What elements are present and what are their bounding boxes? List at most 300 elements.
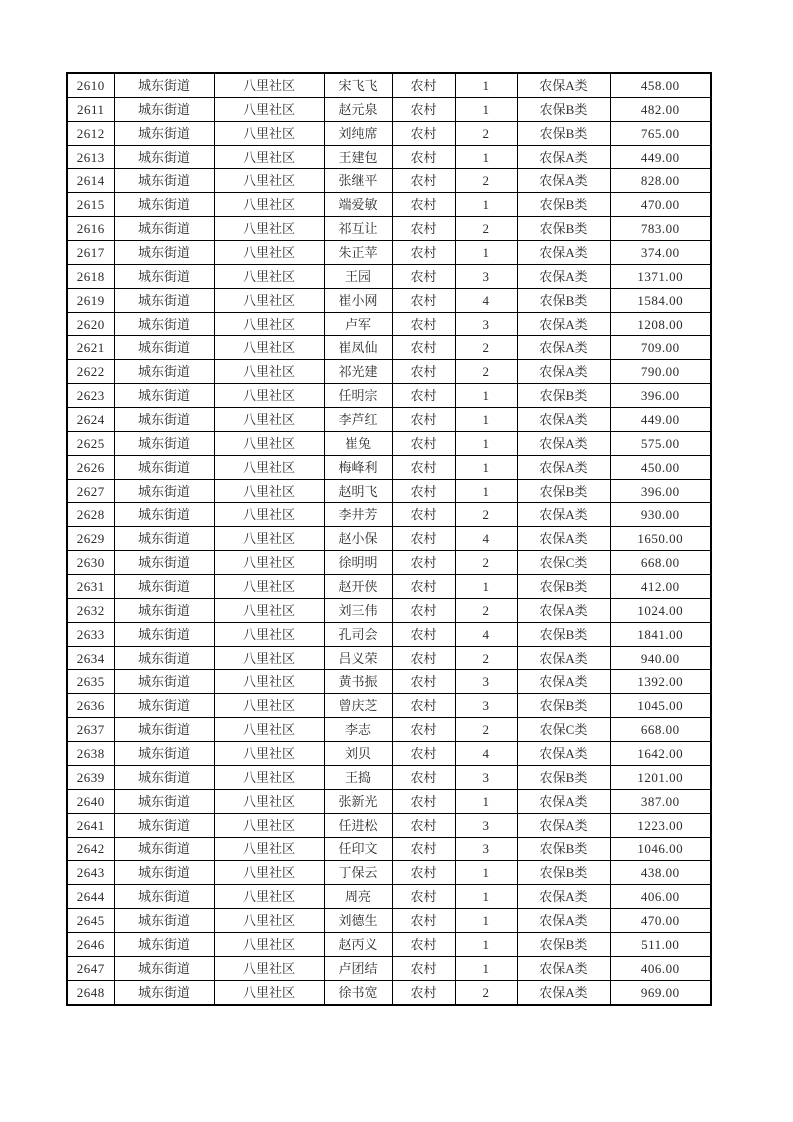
table-row xyxy=(67,718,711,742)
cell-category: 农保A类 xyxy=(517,455,610,479)
cell-name: 赵明飞 xyxy=(324,479,392,503)
cell-community: 八里社区 xyxy=(214,408,324,432)
table-row xyxy=(67,145,711,169)
cell-category: 农保B类 xyxy=(517,121,610,145)
cell-serial: 2621 xyxy=(67,336,114,360)
cell-serial: 2641 xyxy=(67,813,114,837)
cell-count: 2 xyxy=(455,503,517,527)
cell-type: 农村 xyxy=(392,408,455,432)
cell-serial: 2619 xyxy=(67,288,114,312)
cell-category: 农保A类 xyxy=(517,670,610,694)
cell-category: 农保A类 xyxy=(517,646,610,670)
cell-serial: 2613 xyxy=(67,145,114,169)
cell-name: 徐明明 xyxy=(324,551,392,575)
cell-amount: 412.00 xyxy=(610,575,711,599)
cell-street: 城东街道 xyxy=(114,431,214,455)
cell-type: 农村 xyxy=(392,145,455,169)
cell-amount: 1650.00 xyxy=(610,527,711,551)
table-row xyxy=(67,121,711,145)
cell-type: 农村 xyxy=(392,73,455,97)
cell-category: 农保A类 xyxy=(517,73,610,97)
cell-name: 祁互让 xyxy=(324,217,392,241)
benefits-table xyxy=(66,72,712,1006)
cell-serial: 2623 xyxy=(67,384,114,408)
cell-amount: 482.00 xyxy=(610,97,711,121)
table-row xyxy=(67,622,711,646)
cell-count: 3 xyxy=(455,765,517,789)
cell-serial: 2636 xyxy=(67,694,114,718)
cell-amount: 1371.00 xyxy=(610,264,711,288)
cell-count: 3 xyxy=(455,264,517,288)
cell-category: 农保A类 xyxy=(517,527,610,551)
cell-count: 2 xyxy=(455,336,517,360)
cell-amount: 828.00 xyxy=(610,169,711,193)
cell-category: 农保B类 xyxy=(517,288,610,312)
cell-count: 2 xyxy=(455,980,517,1004)
table-row xyxy=(67,408,711,432)
table-row xyxy=(67,169,711,193)
cell-name: 周亮 xyxy=(324,885,392,909)
cell-type: 农村 xyxy=(392,932,455,956)
cell-street: 城东街道 xyxy=(114,598,214,622)
cell-type: 农村 xyxy=(392,909,455,933)
cell-name: 赵元泉 xyxy=(324,97,392,121)
cell-type: 农村 xyxy=(392,193,455,217)
cell-serial: 2620 xyxy=(67,312,114,336)
cell-amount: 458.00 xyxy=(610,73,711,97)
cell-street: 城东街道 xyxy=(114,909,214,933)
table-body xyxy=(67,73,711,1005)
cell-category: 农保A类 xyxy=(517,408,610,432)
cell-name: 赵开侠 xyxy=(324,575,392,599)
cell-community: 八里社区 xyxy=(214,551,324,575)
cell-count: 1 xyxy=(455,73,517,97)
cell-count: 3 xyxy=(455,670,517,694)
cell-count: 3 xyxy=(455,312,517,336)
cell-serial: 2615 xyxy=(67,193,114,217)
cell-name: 任明宗 xyxy=(324,384,392,408)
cell-amount: 396.00 xyxy=(610,479,711,503)
table-row xyxy=(67,551,711,575)
cell-serial: 2643 xyxy=(67,861,114,885)
cell-count: 1 xyxy=(455,861,517,885)
cell-category: 农保B类 xyxy=(517,479,610,503)
cell-community: 八里社区 xyxy=(214,312,324,336)
cell-street: 城东街道 xyxy=(114,145,214,169)
cell-category: 农保A类 xyxy=(517,956,610,980)
cell-community: 八里社区 xyxy=(214,479,324,503)
cell-community: 八里社区 xyxy=(214,431,324,455)
cell-serial: 2634 xyxy=(67,646,114,670)
cell-amount: 575.00 xyxy=(610,431,711,455)
cell-name: 李井芳 xyxy=(324,503,392,527)
cell-count: 1 xyxy=(455,932,517,956)
cell-type: 农村 xyxy=(392,241,455,265)
cell-category: 农保A类 xyxy=(517,241,610,265)
cell-category: 农保B类 xyxy=(517,861,610,885)
cell-serial: 2610 xyxy=(67,73,114,97)
cell-category: 农保A类 xyxy=(517,145,610,169)
cell-community: 八里社区 xyxy=(214,789,324,813)
cell-community: 八里社区 xyxy=(214,670,324,694)
cell-type: 农村 xyxy=(392,694,455,718)
cell-amount: 1208.00 xyxy=(610,312,711,336)
cell-count: 1 xyxy=(455,885,517,909)
cell-community: 八里社区 xyxy=(214,861,324,885)
table-row xyxy=(67,980,711,1004)
cell-name: 吕义荣 xyxy=(324,646,392,670)
cell-count: 2 xyxy=(455,646,517,670)
cell-serial: 2644 xyxy=(67,885,114,909)
cell-street: 城东街道 xyxy=(114,575,214,599)
cell-type: 农村 xyxy=(392,312,455,336)
cell-amount: 1392.00 xyxy=(610,670,711,694)
cell-type: 农村 xyxy=(392,288,455,312)
cell-street: 城东街道 xyxy=(114,980,214,1004)
cell-serial: 2618 xyxy=(67,264,114,288)
cell-amount: 470.00 xyxy=(610,909,711,933)
cell-community: 八里社区 xyxy=(214,503,324,527)
table-row xyxy=(67,312,711,336)
cell-count: 3 xyxy=(455,694,517,718)
cell-name: 朱正苹 xyxy=(324,241,392,265)
cell-type: 农村 xyxy=(392,121,455,145)
table-row xyxy=(67,527,711,551)
cell-street: 城东街道 xyxy=(114,694,214,718)
cell-type: 农村 xyxy=(392,527,455,551)
cell-category: 农保A类 xyxy=(517,264,610,288)
cell-amount: 790.00 xyxy=(610,360,711,384)
cell-amount: 396.00 xyxy=(610,384,711,408)
cell-amount: 1201.00 xyxy=(610,765,711,789)
cell-community: 八里社区 xyxy=(214,885,324,909)
cell-street: 城东街道 xyxy=(114,193,214,217)
table-row xyxy=(67,503,711,527)
cell-category: 农保B类 xyxy=(517,217,610,241)
cell-name: 王园 xyxy=(324,264,392,288)
table-row xyxy=(67,789,711,813)
cell-category: 农保A类 xyxy=(517,909,610,933)
cell-amount: 387.00 xyxy=(610,789,711,813)
cell-amount: 1642.00 xyxy=(610,742,711,766)
cell-name: 任进松 xyxy=(324,813,392,837)
cell-street: 城东街道 xyxy=(114,956,214,980)
cell-category: 农保A类 xyxy=(517,598,610,622)
cell-category: 农保A类 xyxy=(517,336,610,360)
cell-amount: 668.00 xyxy=(610,551,711,575)
cell-street: 城东街道 xyxy=(114,217,214,241)
cell-count: 1 xyxy=(455,455,517,479)
cell-amount: 1584.00 xyxy=(610,288,711,312)
cell-serial: 2627 xyxy=(67,479,114,503)
cell-street: 城东街道 xyxy=(114,622,214,646)
cell-category: 农保B类 xyxy=(517,932,610,956)
cell-community: 八里社区 xyxy=(214,169,324,193)
cell-amount: 1841.00 xyxy=(610,622,711,646)
cell-name: 徐书宽 xyxy=(324,980,392,1004)
cell-community: 八里社区 xyxy=(214,932,324,956)
table-row xyxy=(67,598,711,622)
cell-street: 城东街道 xyxy=(114,73,214,97)
cell-amount: 1045.00 xyxy=(610,694,711,718)
table-row xyxy=(67,73,711,97)
cell-street: 城东街道 xyxy=(114,455,214,479)
cell-name: 梅峰利 xyxy=(324,455,392,479)
cell-category: 农保A类 xyxy=(517,169,610,193)
cell-street: 城东街道 xyxy=(114,551,214,575)
cell-count: 4 xyxy=(455,622,517,646)
cell-community: 八里社区 xyxy=(214,837,324,861)
table-row xyxy=(67,765,711,789)
cell-community: 八里社区 xyxy=(214,980,324,1004)
cell-community: 八里社区 xyxy=(214,336,324,360)
table-row xyxy=(67,932,711,956)
cell-count: 2 xyxy=(455,217,517,241)
cell-community: 八里社区 xyxy=(214,718,324,742)
cell-community: 八里社区 xyxy=(214,813,324,837)
cell-category: 农保B类 xyxy=(517,97,610,121)
cell-serial: 2614 xyxy=(67,169,114,193)
cell-serial: 2640 xyxy=(67,789,114,813)
cell-name: 李志 xyxy=(324,718,392,742)
cell-count: 4 xyxy=(455,527,517,551)
cell-community: 八里社区 xyxy=(214,288,324,312)
cell-name: 宋飞飞 xyxy=(324,73,392,97)
cell-street: 城东街道 xyxy=(114,312,214,336)
cell-street: 城东街道 xyxy=(114,527,214,551)
cell-amount: 511.00 xyxy=(610,932,711,956)
cell-street: 城东街道 xyxy=(114,384,214,408)
cell-count: 1 xyxy=(455,909,517,933)
cell-name: 王捣 xyxy=(324,765,392,789)
cell-street: 城东街道 xyxy=(114,789,214,813)
cell-community: 八里社区 xyxy=(214,455,324,479)
cell-amount: 783.00 xyxy=(610,217,711,241)
cell-type: 农村 xyxy=(392,622,455,646)
cell-amount: 470.00 xyxy=(610,193,711,217)
cell-type: 农村 xyxy=(392,670,455,694)
cell-type: 农村 xyxy=(392,169,455,193)
cell-category: 农保B类 xyxy=(517,193,610,217)
cell-community: 八里社区 xyxy=(214,598,324,622)
table-row xyxy=(67,97,711,121)
cell-amount: 930.00 xyxy=(610,503,711,527)
cell-type: 农村 xyxy=(392,264,455,288)
table-row xyxy=(67,193,711,217)
cell-street: 城东街道 xyxy=(114,742,214,766)
cell-amount: 449.00 xyxy=(610,145,711,169)
cell-community: 八里社区 xyxy=(214,121,324,145)
cell-serial: 2631 xyxy=(67,575,114,599)
cell-type: 农村 xyxy=(392,598,455,622)
cell-category: 农保B类 xyxy=(517,765,610,789)
cell-amount: 450.00 xyxy=(610,455,711,479)
table-row xyxy=(67,217,711,241)
cell-amount: 438.00 xyxy=(610,861,711,885)
cell-street: 城东街道 xyxy=(114,765,214,789)
cell-category: 农保B类 xyxy=(517,622,610,646)
table-row xyxy=(67,360,711,384)
cell-community: 八里社区 xyxy=(214,384,324,408)
cell-count: 1 xyxy=(455,956,517,980)
cell-name: 黄书振 xyxy=(324,670,392,694)
cell-name: 曾庆芝 xyxy=(324,694,392,718)
cell-count: 2 xyxy=(455,360,517,384)
cell-amount: 709.00 xyxy=(610,336,711,360)
cell-category: 农保A类 xyxy=(517,813,610,837)
cell-community: 八里社区 xyxy=(214,694,324,718)
cell-community: 八里社区 xyxy=(214,97,324,121)
cell-count: 2 xyxy=(455,598,517,622)
table-row xyxy=(67,575,711,599)
cell-serial: 2629 xyxy=(67,527,114,551)
cell-amount: 940.00 xyxy=(610,646,711,670)
cell-category: 农保B类 xyxy=(517,575,610,599)
cell-community: 八里社区 xyxy=(214,145,324,169)
cell-count: 1 xyxy=(455,575,517,599)
cell-name: 祁光建 xyxy=(324,360,392,384)
cell-category: 农保A类 xyxy=(517,885,610,909)
cell-category: 农保A类 xyxy=(517,431,610,455)
cell-serial: 2646 xyxy=(67,932,114,956)
cell-amount: 374.00 xyxy=(610,241,711,265)
cell-name: 王建包 xyxy=(324,145,392,169)
cell-street: 城东街道 xyxy=(114,646,214,670)
table-row xyxy=(67,813,711,837)
cell-serial: 2647 xyxy=(67,956,114,980)
cell-street: 城东街道 xyxy=(114,885,214,909)
cell-amount: 1046.00 xyxy=(610,837,711,861)
cell-category: 农保A类 xyxy=(517,360,610,384)
cell-type: 农村 xyxy=(392,360,455,384)
cell-street: 城东街道 xyxy=(114,479,214,503)
cell-type: 农村 xyxy=(392,742,455,766)
cell-street: 城东街道 xyxy=(114,503,214,527)
cell-category: 农保A类 xyxy=(517,980,610,1004)
cell-count: 4 xyxy=(455,288,517,312)
cell-serial: 2632 xyxy=(67,598,114,622)
cell-serial: 2630 xyxy=(67,551,114,575)
cell-serial: 2617 xyxy=(67,241,114,265)
table-row xyxy=(67,336,711,360)
cell-amount: 406.00 xyxy=(610,956,711,980)
cell-serial: 2635 xyxy=(67,670,114,694)
cell-name: 赵丙义 xyxy=(324,932,392,956)
cell-name: 张新光 xyxy=(324,789,392,813)
table-row xyxy=(67,861,711,885)
cell-street: 城东街道 xyxy=(114,861,214,885)
cell-street: 城东街道 xyxy=(114,288,214,312)
cell-street: 城东街道 xyxy=(114,97,214,121)
table-row xyxy=(67,455,711,479)
cell-street: 城东街道 xyxy=(114,169,214,193)
table-row xyxy=(67,742,711,766)
cell-count: 1 xyxy=(455,384,517,408)
cell-type: 农村 xyxy=(392,384,455,408)
cell-category: 农保B类 xyxy=(517,694,610,718)
cell-type: 农村 xyxy=(392,336,455,360)
cell-street: 城东街道 xyxy=(114,932,214,956)
cell-serial: 2628 xyxy=(67,503,114,527)
cell-category: 农保A类 xyxy=(517,312,610,336)
cell-category: 农保A类 xyxy=(517,789,610,813)
cell-community: 八里社区 xyxy=(214,193,324,217)
cell-serial: 2622 xyxy=(67,360,114,384)
table-row xyxy=(67,909,711,933)
cell-community: 八里社区 xyxy=(214,241,324,265)
cell-count: 1 xyxy=(455,145,517,169)
cell-type: 农村 xyxy=(392,646,455,670)
cell-street: 城东街道 xyxy=(114,241,214,265)
cell-community: 八里社区 xyxy=(214,360,324,384)
cell-name: 卢军 xyxy=(324,312,392,336)
cell-amount: 449.00 xyxy=(610,408,711,432)
cell-serial: 2633 xyxy=(67,622,114,646)
cell-amount: 969.00 xyxy=(610,980,711,1004)
table-row xyxy=(67,646,711,670)
cell-street: 城东街道 xyxy=(114,264,214,288)
cell-type: 农村 xyxy=(392,885,455,909)
cell-serial: 2611 xyxy=(67,97,114,121)
cell-name: 卢团结 xyxy=(324,956,392,980)
table-row xyxy=(67,264,711,288)
cell-count: 1 xyxy=(455,479,517,503)
cell-name: 刘三伟 xyxy=(324,598,392,622)
cell-type: 农村 xyxy=(392,956,455,980)
cell-type: 农村 xyxy=(392,765,455,789)
cell-serial: 2626 xyxy=(67,455,114,479)
cell-serial: 2612 xyxy=(67,121,114,145)
cell-serial: 2625 xyxy=(67,431,114,455)
cell-type: 农村 xyxy=(392,980,455,1004)
cell-community: 八里社区 xyxy=(214,646,324,670)
cell-serial: 2645 xyxy=(67,909,114,933)
table-row xyxy=(67,479,711,503)
cell-name: 李芦红 xyxy=(324,408,392,432)
cell-category: 农保C类 xyxy=(517,551,610,575)
cell-type: 农村 xyxy=(392,479,455,503)
cell-count: 3 xyxy=(455,837,517,861)
cell-community: 八里社区 xyxy=(214,909,324,933)
cell-name: 张继平 xyxy=(324,169,392,193)
cell-street: 城东街道 xyxy=(114,813,214,837)
cell-type: 农村 xyxy=(392,97,455,121)
cell-count: 2 xyxy=(455,718,517,742)
cell-count: 2 xyxy=(455,121,517,145)
cell-amount: 406.00 xyxy=(610,885,711,909)
cell-amount: 1024.00 xyxy=(610,598,711,622)
cell-street: 城东街道 xyxy=(114,718,214,742)
cell-serial: 2637 xyxy=(67,718,114,742)
cell-type: 农村 xyxy=(392,575,455,599)
cell-category: 农保A类 xyxy=(517,742,610,766)
cell-type: 农村 xyxy=(392,455,455,479)
cell-street: 城东街道 xyxy=(114,408,214,432)
table-row xyxy=(67,384,711,408)
cell-type: 农村 xyxy=(392,551,455,575)
cell-name: 刘贝 xyxy=(324,742,392,766)
cell-type: 农村 xyxy=(392,789,455,813)
cell-serial: 2642 xyxy=(67,837,114,861)
cell-community: 八里社区 xyxy=(214,765,324,789)
cell-street: 城东街道 xyxy=(114,336,214,360)
table-row xyxy=(67,288,711,312)
cell-type: 农村 xyxy=(392,861,455,885)
cell-community: 八里社区 xyxy=(214,956,324,980)
cell-name: 任印文 xyxy=(324,837,392,861)
table-row xyxy=(67,885,711,909)
cell-serial: 2624 xyxy=(67,408,114,432)
